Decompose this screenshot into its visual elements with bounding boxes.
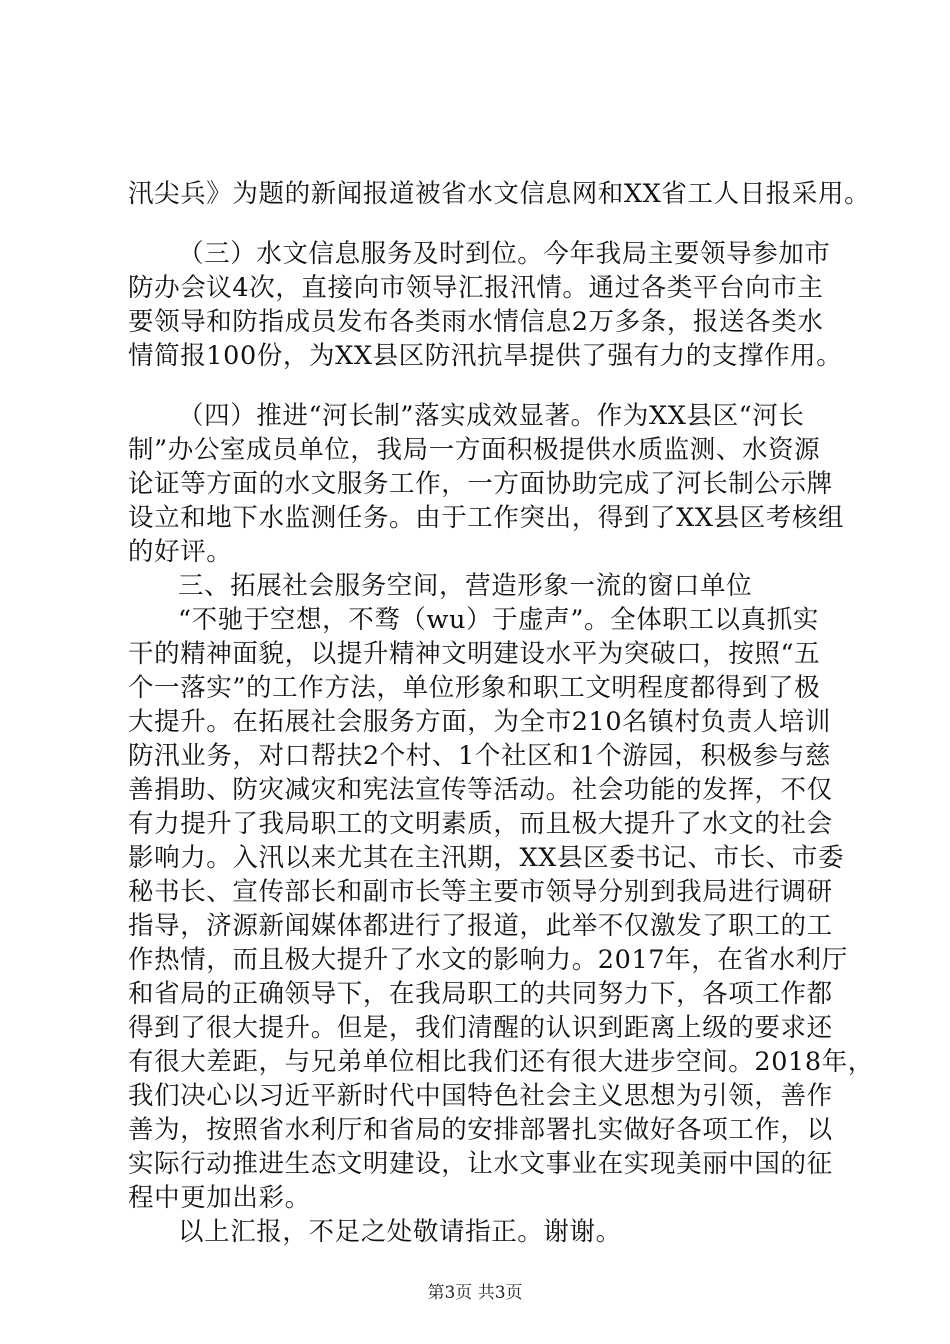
- text-line: 有力提升了我局职工的文明素质，而且极大提升了水文的社会: [128, 809, 833, 839]
- closing-line: 以上汇报，不足之处敬请指正。谢谢。: [178, 1217, 622, 1247]
- text-line: （四）推进“河长制”落实成效显著。作为XX县区“河长: [178, 401, 805, 431]
- text-line: 干的精神面貌，以提升精神文明建设水平为突破口，按照“五: [128, 639, 821, 669]
- text-line: 的好评。: [128, 537, 233, 567]
- text-line: 设立和地下水监测任务。由于工作突出，得到了XX县区考核组: [128, 503, 845, 533]
- page-footer: 第3页 共3页: [427, 1283, 523, 1303]
- text-line: 情简报100份，为XX县区防汛抗旱提供了强有力的支撑作用。: [128, 341, 843, 371]
- text-line: 个一落实”的工作方法，单位形象和职工文明程度都得到了极: [128, 673, 821, 703]
- text-line: 善为，按照省水利厅和省局的安排部署扎实做好各项工作，以: [128, 1115, 833, 1145]
- text-line: 防办会议4次，直接向市领导汇报汛情。通过各类平台向市主: [128, 273, 824, 303]
- text-line: 指导，济源新闻媒体都进行了报道，此举不仅激发了职工的工: [128, 911, 833, 941]
- text-line: 实际行动推进生态文明建设，让水文事业在实现美丽中国的征: [128, 1149, 833, 1179]
- text-line: 我们决心以习近平新时代中国特色社会主义思想为引领，善作: [128, 1081, 833, 1111]
- text-line: 和省局的正确领导下，在我局职工的共同努力下，各项工作都: [128, 979, 833, 1009]
- text-line: 秘书长、宣传部长和副市长等主要市领导分别到我局进行调研: [128, 877, 833, 907]
- text-line: 论证等方面的水文服务工作，一方面协助完成了河长制公示牌: [128, 469, 833, 499]
- text-line: 制”办公室成员单位，我局一方面积极提供水质监测、水资源: [128, 435, 821, 465]
- text-line: 作热情，而且极大提升了水文的影响力。2017年，在省水利厅: [128, 945, 848, 975]
- text-line: 汛尖兵》为题的新闻报道被省水文信息网和XX省工人日报采用。: [128, 179, 871, 209]
- text-line: 得到了很大提升。但是，我们清醒的认识到距离上级的要求还: [128, 1013, 833, 1043]
- text-line: 善捐助、防灾减灾和宪法宣传等活动。社会功能的发挥，不仅: [128, 775, 833, 805]
- text-line: 程中更加出彩。: [128, 1183, 311, 1213]
- text-line: 防汛业务，对口帮扶2个村、1个社区和1个游园，积极参与慈: [128, 741, 831, 771]
- section-heading: 三、拓展社会服务空间，营造形象一流的窗口单位: [178, 571, 753, 601]
- text-line: 有很大差距，与兄弟单位相比我们还有很大进步空间。2018年，: [128, 1047, 874, 1077]
- text-line: “不驰于空想，不骛（wu）于虚声”。全体职工以真抓实: [178, 605, 819, 635]
- text-line: 大提升。在拓展社会服务方面，为全市210名镇村负责人培训: [128, 707, 831, 737]
- text-line: 影响力。入汛以来尤其在主汛期，XX县区委书记、市长、市委: [128, 843, 845, 873]
- text-line: （三）水文信息服务及时到位。今年我局主要领导参加市: [178, 239, 831, 269]
- text-line: 要领导和防指成员发布各类雨水情信息2万多条，报送各类水: [128, 307, 824, 337]
